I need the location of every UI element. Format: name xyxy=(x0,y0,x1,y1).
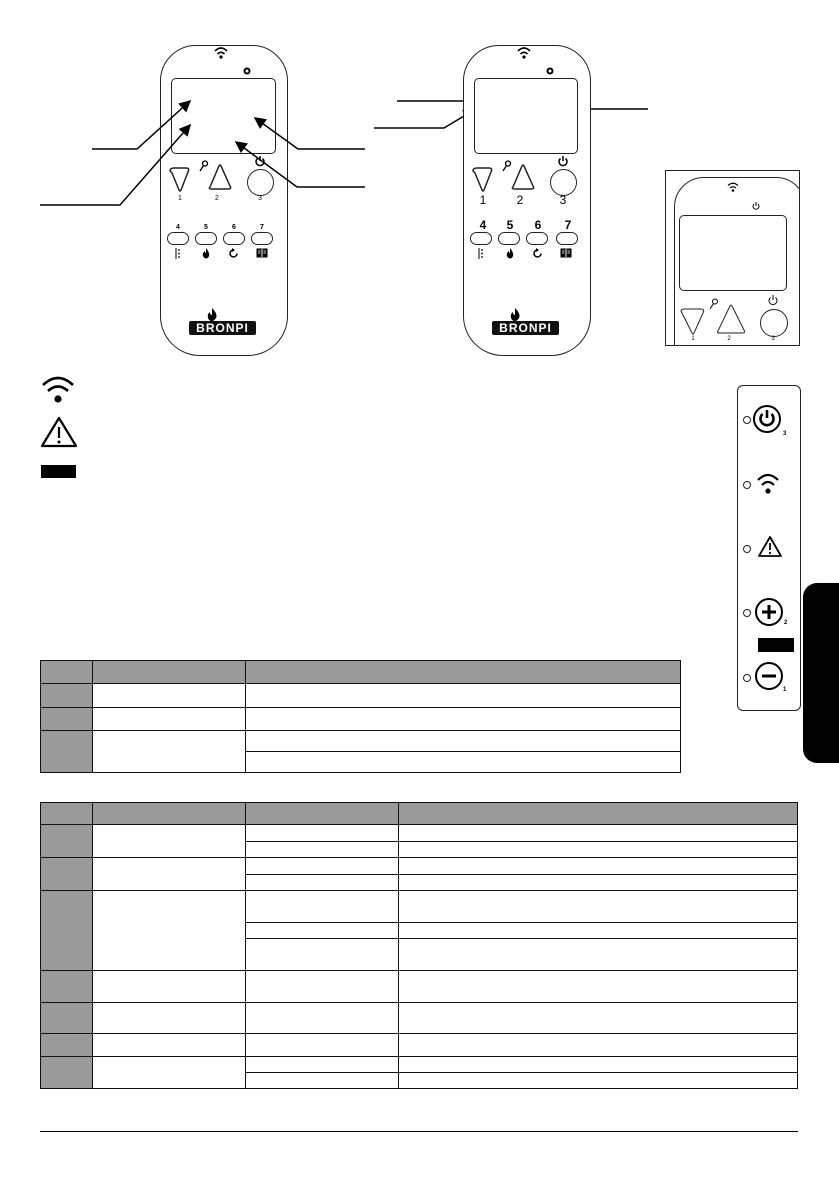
t2-group-4-c2 xyxy=(93,971,246,1003)
t1-row-1-key xyxy=(41,684,93,708)
t2-cell xyxy=(399,875,798,891)
power-button-inset[interactable] xyxy=(760,309,788,337)
t2-cell xyxy=(399,825,798,842)
power-small-icon-2 xyxy=(545,66,555,76)
t2-cell xyxy=(399,1073,798,1089)
cycle-icon-2 xyxy=(533,248,543,259)
button-label-2: 2 xyxy=(215,195,219,202)
led-minus xyxy=(743,674,751,682)
t2-group-5-c2 xyxy=(93,1003,246,1034)
table-2 xyxy=(40,802,798,1089)
t2-group-3-key xyxy=(41,891,93,971)
up-triangle-button-inset[interactable] xyxy=(715,303,747,335)
flame-icon xyxy=(201,247,211,259)
t2-group-1-key xyxy=(41,825,93,858)
down-triangle-button[interactable] xyxy=(168,167,192,193)
led-power xyxy=(743,416,751,424)
wifi-icon-side xyxy=(755,472,781,496)
t1-row-3-c2 xyxy=(93,731,246,773)
button-label-4: 4 xyxy=(176,224,180,231)
logo-flame-icon-2 xyxy=(508,308,522,322)
t1-row-3-key xyxy=(41,731,93,773)
t2-cell xyxy=(399,923,798,939)
minus-button-side[interactable] xyxy=(754,661,787,693)
t2-cell xyxy=(246,858,399,875)
down-triangle-button-2[interactable] xyxy=(471,167,495,193)
t1-row-2-key xyxy=(41,708,93,731)
button-label-3-big: 3 xyxy=(559,193,567,207)
t2-cell xyxy=(246,939,399,971)
t1-header-1 xyxy=(41,661,93,684)
t2-header-4 xyxy=(399,803,798,825)
wifi-icon xyxy=(213,46,229,60)
button-6[interactable] xyxy=(223,232,245,245)
warning-icon-side xyxy=(757,535,783,559)
t2-cell xyxy=(246,1073,399,1089)
button-4[interactable] xyxy=(167,232,189,245)
button-label-2-big: 2 xyxy=(516,193,524,207)
button-label-7-big: 7 xyxy=(564,218,572,232)
display-screen-middle xyxy=(474,78,578,154)
button-label-5-big: 5 xyxy=(506,218,514,232)
t2-cell xyxy=(246,875,399,891)
power-button-side[interactable] xyxy=(752,404,782,434)
power-icon xyxy=(254,155,266,167)
flame-icon-2 xyxy=(505,247,515,259)
t2-group-3-c2 xyxy=(93,891,246,971)
black-box-legend xyxy=(41,465,76,478)
t2-header-2 xyxy=(93,803,246,825)
logo-flame-icon xyxy=(205,308,219,322)
button-label-7: 7 xyxy=(260,224,264,231)
power-button[interactable] xyxy=(247,169,274,196)
t2-cell xyxy=(399,842,798,858)
black-box-side xyxy=(758,638,794,652)
t2-group-7-c2 xyxy=(93,1057,246,1089)
t2-cell xyxy=(399,858,798,875)
power-small-icon xyxy=(242,66,252,76)
t2-group-6-c2 xyxy=(93,1034,246,1057)
t2-cell xyxy=(246,923,399,939)
inset-label-2: 2 xyxy=(727,336,731,342)
up-triangle-button-2[interactable] xyxy=(510,164,536,192)
t1-row-2-c3 xyxy=(246,708,681,731)
t2-cell xyxy=(399,1057,798,1073)
up-triangle-button[interactable] xyxy=(207,164,233,192)
t2-header-1 xyxy=(41,803,93,825)
led-plus xyxy=(743,609,751,617)
button-label-6: 6 xyxy=(232,224,236,231)
side-label-2: 2 xyxy=(784,620,788,626)
side-label-1: 1 xyxy=(783,687,787,693)
t2-cell xyxy=(399,939,798,971)
inset-label-1: 1 xyxy=(691,336,695,342)
brand-logo-left: BRONPI xyxy=(189,321,256,335)
button-5-b[interactable] xyxy=(498,232,520,245)
button-label-4-big: 4 xyxy=(479,218,487,232)
table-1 xyxy=(40,660,681,773)
t2-header-3 xyxy=(246,803,399,825)
button-7[interactable] xyxy=(251,232,273,245)
t2-cell xyxy=(399,971,798,1003)
t2-group-1-c2 xyxy=(93,825,246,858)
display-screen-inset xyxy=(679,215,787,291)
t1-row-2-c2 xyxy=(93,708,246,731)
power-icon-inset xyxy=(767,294,779,306)
t2-group-2-c2 xyxy=(93,858,246,891)
t2-cell xyxy=(399,1034,798,1057)
t1-row-1-c2 xyxy=(93,684,246,708)
t2-cell xyxy=(246,842,399,858)
button-6-b[interactable] xyxy=(526,232,548,245)
t2-cell xyxy=(399,1003,798,1034)
brand-logo-middle: BRONPI xyxy=(492,321,559,335)
button-7-b[interactable] xyxy=(556,232,578,245)
button-4-b[interactable] xyxy=(470,232,492,245)
plus-button-side[interactable] xyxy=(754,597,784,627)
down-triangle-button-inset[interactable] xyxy=(679,308,707,336)
power-icon-2 xyxy=(557,155,569,167)
t2-cell xyxy=(246,825,399,842)
t2-group-6-key xyxy=(41,1034,93,1057)
t2-cell xyxy=(246,891,399,923)
button-label-3: 3 xyxy=(258,195,262,202)
led-wifi xyxy=(743,481,751,489)
t1-row-1-c3 xyxy=(246,684,681,708)
t2-cell xyxy=(246,1057,399,1073)
footer-rule xyxy=(40,1131,798,1132)
button-label-6-big: 6 xyxy=(534,218,542,232)
t2-cell xyxy=(246,971,399,1003)
button-label-1-big: 1 xyxy=(479,193,487,207)
t2-cell xyxy=(399,891,798,923)
t1-row-3-c3 xyxy=(246,731,681,752)
t2-cell xyxy=(246,1034,399,1057)
power-button-2[interactable] xyxy=(550,169,577,196)
button-label-5: 5 xyxy=(204,224,208,231)
t1-header-2 xyxy=(93,661,246,684)
button-5[interactable] xyxy=(195,232,217,245)
t1-header-3 xyxy=(246,661,681,684)
book-icon-2 xyxy=(560,248,572,258)
wifi-icon-2 xyxy=(516,46,532,60)
t2-group-2-key xyxy=(41,858,93,891)
inset-label-3: 3 xyxy=(771,336,775,342)
fan-level-icon-2 xyxy=(477,248,485,260)
fan-level-icon xyxy=(174,248,182,260)
button-label-1: 1 xyxy=(178,195,182,202)
t2-cell xyxy=(246,1003,399,1034)
cycle-icon xyxy=(229,248,239,259)
section-tab xyxy=(803,583,839,763)
led-warning xyxy=(743,545,751,553)
t2-group-4-key xyxy=(41,971,93,1003)
wifi-icon-inset xyxy=(726,181,740,193)
t2-group-5-key xyxy=(41,1003,93,1034)
wifi-icon-legend xyxy=(39,375,77,405)
display-screen-left xyxy=(171,78,276,154)
side-label-3: 3 xyxy=(783,431,787,437)
book-icon xyxy=(256,248,268,258)
power-small-icon-inset xyxy=(751,201,761,211)
t1-row-4-c3 xyxy=(246,752,681,773)
warning-icon-legend xyxy=(40,416,78,448)
t2-group-7-key xyxy=(41,1057,93,1089)
